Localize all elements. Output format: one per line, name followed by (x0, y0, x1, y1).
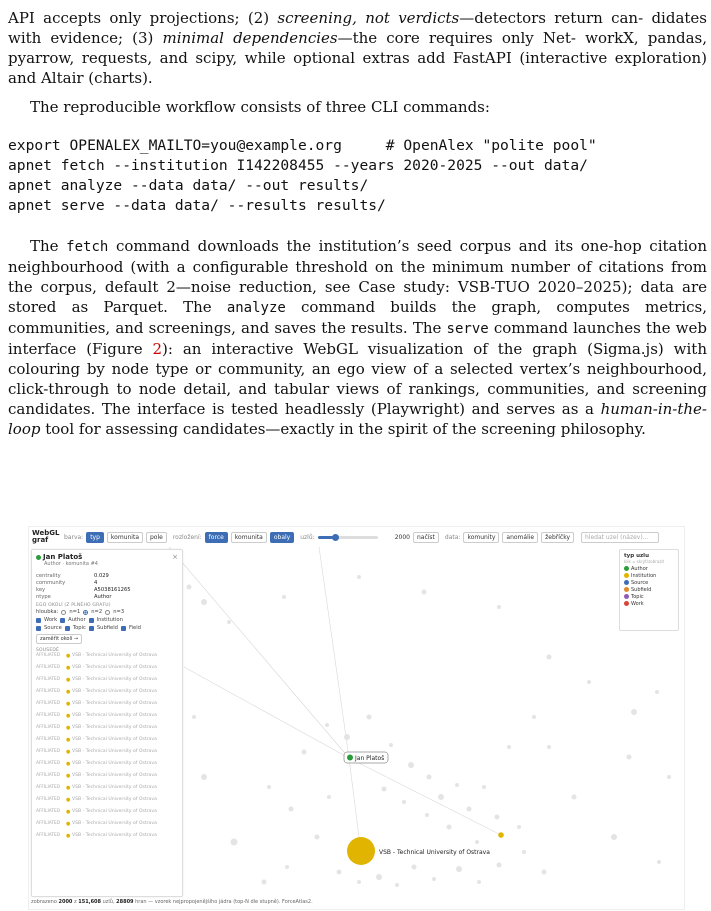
node[interactable] (532, 715, 536, 719)
prop-key: centrality (36, 573, 61, 579)
text: command launches the web interface (Figure (8, 319, 707, 358)
slider-fill (318, 536, 334, 539)
node[interactable] (657, 860, 661, 864)
legend-dot-icon (624, 573, 629, 578)
neighbor-item[interactable] (32, 821, 182, 833)
node[interactable] (325, 723, 329, 727)
node[interactable] (344, 734, 350, 740)
figure-webgl-graph-screenshot (28, 526, 685, 910)
neighbor-name: VSB - Technical University of Ostrava (72, 833, 157, 838)
code-line-2: apnet fetch --institution I142208455 --years 2020-2025 --out data/ (8, 157, 588, 174)
highlighted-nodes (344, 752, 504, 865)
neighbor-name: VSB - Technical University of Ostrava (72, 809, 157, 814)
prop-value: 0.029 (94, 573, 109, 579)
edge (319, 547, 349, 758)
neighbor-name: VSB - Technical University of Ostrava (72, 749, 157, 754)
status-footer (31, 899, 313, 905)
neighbor-item[interactable] (32, 833, 182, 845)
text: command builds the graph, computes metrics, communities, and screenings, and saves the results. The (8, 298, 707, 337)
legend-label: Subfield (631, 586, 652, 593)
footer-edge-count: 28809 (116, 899, 134, 905)
neighbor-name: VSB - Technical University of Ostrava (72, 761, 157, 766)
legend-label: Topic (631, 593, 644, 600)
legend-item[interactable] (624, 600, 674, 607)
node-search-input[interactable]: hledat uzel (název)... (581, 532, 659, 543)
node[interactable] (389, 743, 393, 747)
layout-community-button[interactable]: komunita (231, 532, 267, 543)
institution-dot-icon: ● (66, 677, 71, 683)
checkbox-label: Source (44, 625, 62, 631)
node[interactable] (357, 575, 361, 579)
node[interactable] (227, 620, 231, 624)
legend-label: Author (631, 565, 648, 572)
type-filter-row (32, 616, 182, 624)
prop-value: 4 (94, 580, 98, 586)
rankings-button[interactable]: žebříčky (541, 532, 574, 543)
neighbor-item[interactable] (32, 797, 182, 809)
field-checkbox[interactable] (121, 626, 126, 631)
neighbor-name: VSB - Technical University of Ostrava (72, 701, 157, 706)
node[interactable] (262, 880, 267, 885)
depth-radio-1[interactable] (61, 610, 66, 615)
node[interactable] (337, 870, 342, 875)
text: command downloads the institution’s seed corpus and its one-hop citation neighbourhood (with a configurable threshold on the minimum number of citations from the corpus, default 2—noise reduction, see Case study: VSB-TUO 2020–2025); data are stored as Parquet. The (8, 237, 707, 316)
node[interactable] (289, 807, 294, 812)
node[interactable] (367, 715, 372, 720)
depth-label: hloubka: (36, 609, 59, 615)
neighbor-item[interactable] (32, 785, 182, 797)
node[interactable] (477, 880, 481, 884)
paragraph-commands (8, 236, 707, 439)
paragraph-design-principles (8, 8, 707, 88)
toolbar (29, 527, 684, 547)
neighbor-relation: AFFILIATED (36, 725, 61, 730)
checkbox-label: Author (68, 617, 86, 623)
footer-text: z (72, 899, 79, 905)
institution-dot-icon: ● (66, 737, 71, 743)
node-name: Jan Platoš (43, 553, 83, 561)
legend-item[interactable] (624, 586, 674, 593)
neighbor-relation: AFFILIATED (36, 833, 61, 838)
node[interactable] (517, 825, 521, 829)
node[interactable] (627, 755, 632, 760)
checkbox-label: Subfield (96, 625, 118, 631)
type-filter-row (32, 624, 182, 632)
neighbor-name: VSB - Technical University of Ostrava (72, 689, 157, 694)
node-institution[interactable] (498, 832, 504, 838)
neighbor-name: VSB - Technical University of Ostrava (72, 797, 157, 802)
prop-key: ntype (36, 594, 51, 600)
slider-handle[interactable] (332, 534, 339, 541)
data-label: data: (444, 533, 461, 541)
node-count-slider[interactable] (318, 536, 378, 539)
node[interactable] (655, 690, 659, 694)
neighbor-item[interactable] (32, 665, 182, 677)
layout-label: rozložení: (172, 533, 202, 541)
institution-dot-icon: ● (66, 749, 71, 755)
edge (169, 547, 349, 758)
legend-label: Institution (631, 572, 657, 579)
node[interactable] (201, 599, 207, 605)
node-detail-panel (31, 549, 183, 897)
node[interactable] (542, 870, 547, 875)
legend-subtitle: klik = skrýt/zobrazit (624, 559, 665, 564)
neighbor-relation: AFFILIATED (36, 773, 61, 778)
node[interactable] (425, 813, 429, 817)
work-checkbox[interactable] (36, 618, 41, 623)
neighbors-section-title: SOUSEDÉ (36, 648, 60, 653)
node[interactable] (467, 807, 472, 812)
node-label-vsb: VSB - Technical University of Ostrava (379, 849, 490, 856)
neighbor-relation: AFFILIATED (36, 797, 61, 802)
institution-dot-icon: ● (66, 809, 71, 815)
depth-option-label: n=1 (69, 609, 81, 615)
code-line-3: apnet analyze --data data/ --out results/ (8, 177, 369, 194)
load-button[interactable]: načíst (413, 532, 439, 543)
node[interactable] (438, 794, 444, 800)
checkbox-label: Work (44, 617, 58, 623)
node[interactable] (422, 590, 427, 595)
institution-dot-icon: ● (66, 821, 71, 827)
color-label: barva: (64, 533, 84, 541)
neighbor-relation: AFFILIATED (36, 665, 61, 670)
depth-option-label: n=2 (91, 609, 103, 615)
node[interactable] (231, 839, 238, 846)
node-vsb[interactable] (347, 837, 375, 865)
prop-row (32, 587, 182, 594)
text: —detectors return can- (459, 9, 644, 27)
node[interactable] (315, 835, 320, 840)
legend-items (624, 565, 674, 607)
panel-subtitle: Author · komunita #4 (44, 561, 98, 567)
footer-total-count: 151,608 (78, 899, 102, 905)
institution-dot-icon: ● (66, 797, 71, 803)
institution-dot-icon: ● (66, 653, 71, 659)
checkbox-label: Field (128, 625, 141, 631)
node[interactable] (327, 795, 331, 799)
node[interactable] (447, 825, 452, 830)
node[interactable] (547, 745, 551, 749)
inline-code-fetch: fetch (66, 239, 109, 255)
node[interactable] (267, 785, 271, 789)
code-line-1: export OPENALEX_MAILTO=you@example.org # OpenAlex "polite pool" (8, 137, 597, 154)
institution-dot-icon: ● (66, 785, 71, 791)
node-label-jan: Jan Platoš (355, 755, 385, 762)
node[interactable] (497, 863, 502, 868)
depth-selector (32, 608, 182, 616)
prop-row (32, 594, 182, 601)
institution-dot-icon: ● (66, 713, 71, 719)
neighbor-relation: AFFILIATED (36, 761, 61, 766)
neighbor-name: VSB - Technical University of Ostrava (72, 653, 157, 658)
depth-option-label: n=3 (113, 609, 125, 615)
institution-dot-icon: ● (66, 725, 71, 731)
prop-value: A5038161265 (94, 587, 131, 593)
neighbor-item[interactable] (32, 725, 182, 737)
neighbor-relation: AFFILIATED (36, 809, 61, 814)
neighbor-relation: AFFILIATED (36, 677, 61, 682)
prop-row (32, 580, 182, 587)
ego-section-title: EGO OKOLÍ (Z PLNÉHO GRAFU) (36, 603, 111, 608)
node[interactable] (455, 783, 459, 787)
neighbor-name: VSB - Technical University of Ostrava (72, 821, 157, 826)
neighbor-name: VSB - Technical University of Ostrava (72, 725, 157, 730)
footer-text: uzlů, (101, 899, 117, 905)
node[interactable] (572, 795, 577, 800)
institution-dot-icon: ● (66, 689, 71, 695)
neighbor-relation: AFFILIATED (36, 701, 61, 706)
legend-dot-icon (624, 566, 629, 571)
panel-header (32, 550, 182, 567)
legend-dot-icon (624, 580, 629, 585)
emphasis: human-in-the-loop (8, 400, 707, 438)
text: —the core requires only Net- (337, 29, 576, 47)
focus-neighbourhood-button[interactable]: zaměřit okolí → (36, 634, 82, 644)
node[interactable] (412, 865, 417, 870)
text: API accepts only projections; (2) (8, 9, 278, 27)
node-type-legend (619, 549, 679, 631)
footer-text: hran — vzorek nejpropojenějšího jádra (top-N dle stupně). ForceAtlas2. (133, 899, 313, 905)
node[interactable] (382, 787, 387, 792)
node[interactable] (282, 595, 286, 599)
communities-button[interactable]: komunity (463, 532, 499, 543)
institution-dot-icon: ● (66, 833, 71, 839)
figure-reference-link[interactable]: 2 (152, 340, 163, 358)
legend-item[interactable] (624, 593, 674, 600)
node[interactable] (201, 774, 207, 780)
edge (349, 758, 501, 835)
neighbor-relation: AFFILIATED (36, 653, 61, 658)
neighbor-item[interactable] (32, 677, 182, 689)
background-nodes (187, 572, 672, 887)
app-title: WebGL graf (32, 529, 60, 544)
checkbox-label: Topic (72, 625, 86, 631)
neighbor-item[interactable] (32, 809, 182, 821)
text: ): an interactive WebGL visualization of the graph (Sigma.js) with colouring by node type or community, an ego view of a selected vertex’s neighbourhood, click-through to node detail, and tabular views of rankings, communities, and screening candidates. The interface is tested headlessly (Playwright) and serves as a (8, 340, 707, 418)
neighbors-list (32, 653, 182, 845)
neighbor-item[interactable] (32, 737, 182, 749)
emphasis: minimal dependencies (162, 29, 338, 47)
node[interactable] (522, 850, 526, 854)
node[interactable] (285, 865, 289, 869)
legend-dot-icon (624, 594, 629, 599)
text: tool for assessing candidates—exactly in the spirit of the screening philosophy. (40, 420, 646, 438)
inline-code-serve: serve (446, 321, 489, 337)
node[interactable] (192, 715, 196, 719)
neighbor-name: VSB - Technical University of Ostrava (72, 677, 157, 682)
anomalies-button[interactable]: anomálie (502, 532, 538, 543)
legend-item[interactable] (624, 572, 674, 579)
prop-key: key (36, 587, 46, 593)
edges (169, 547, 501, 853)
neighbor-item[interactable] (32, 701, 182, 713)
depth-radio-2[interactable] (83, 610, 88, 615)
layout-force-button[interactable]: force (205, 532, 228, 543)
neighbor-name: VSB - Technical University of Ostrava (72, 785, 157, 790)
node[interactable] (408, 762, 414, 768)
prop-value: Author (94, 594, 112, 600)
institution-dot-icon: ● (66, 701, 71, 707)
institution-checkbox[interactable] (89, 618, 94, 623)
emphasis: screening, not verdicts (277, 9, 460, 27)
neighbor-relation: AFFILIATED (36, 749, 61, 754)
depth-radio-3[interactable] (105, 610, 110, 615)
node[interactable] (611, 834, 617, 840)
node-jan-platos[interactable] (347, 755, 353, 761)
neighbor-relation: AFFILIATED (36, 821, 61, 826)
topic-checkbox[interactable] (65, 626, 70, 631)
legend-dot-icon (624, 587, 629, 592)
node[interactable] (395, 883, 399, 887)
legend-item[interactable] (624, 565, 674, 572)
node[interactable] (357, 880, 361, 884)
text: didates with evidence; (3) (8, 9, 707, 47)
author-dot-icon (36, 555, 41, 560)
neighbor-item[interactable] (32, 773, 182, 785)
node[interactable] (495, 815, 500, 820)
source-checkbox[interactable] (36, 626, 41, 631)
node[interactable] (547, 655, 552, 660)
nodes-label: uzlů: (300, 533, 315, 541)
node[interactable] (631, 709, 637, 715)
panel-node-name (36, 553, 178, 561)
node[interactable] (587, 680, 591, 684)
neighbor-item[interactable] (32, 761, 182, 773)
node[interactable] (187, 585, 192, 590)
institution-dot-icon: ● (66, 773, 71, 779)
neighbor-item[interactable] (32, 713, 182, 725)
neighbor-relation: AFFILIATED (36, 785, 61, 790)
legend-dot-icon (624, 601, 629, 606)
node[interactable] (376, 874, 382, 880)
institution-dot-icon: ● (66, 761, 71, 767)
paragraph-workflow-intro: The reproducible workflow consists of three CLI commands: (30, 98, 490, 116)
inline-code-analyze: analyze (226, 300, 286, 316)
author-checkbox[interactable] (60, 618, 65, 623)
subfield-checkbox[interactable] (89, 626, 94, 631)
node[interactable] (402, 800, 406, 804)
node[interactable] (667, 775, 671, 779)
node[interactable] (482, 785, 486, 789)
footer-text: zobrazeno (31, 899, 59, 905)
color-type-button[interactable]: typ (86, 532, 104, 543)
node[interactable] (427, 775, 432, 780)
legend-item[interactable] (624, 579, 674, 586)
footer-shown-count: 2000 (58, 899, 73, 905)
node[interactable] (475, 840, 479, 844)
checkbox-label: Institution (96, 617, 123, 623)
neighbor-item[interactable] (32, 749, 182, 761)
text: The (30, 237, 67, 255)
institution-dot-icon: ● (66, 665, 71, 671)
neighbor-name: VSB - Technical University of Ostrava (72, 773, 157, 778)
node[interactable] (497, 605, 501, 609)
close-icon[interactable]: × (172, 553, 178, 561)
color-community-button[interactable]: komunita (107, 532, 143, 543)
node[interactable] (302, 750, 307, 755)
color-field-button[interactable]: pole (146, 532, 167, 543)
neighbor-relation: AFFILIATED (36, 737, 61, 742)
node[interactable] (507, 745, 511, 749)
prop-key: community (36, 580, 66, 586)
neighbor-item[interactable] (32, 689, 182, 701)
edge (184, 667, 349, 758)
node[interactable] (456, 866, 462, 872)
slider-value: 2000 (394, 533, 410, 541)
neighbor-name: VSB - Technical University of Ostrava (72, 665, 157, 670)
prop-row (32, 573, 182, 580)
legend-label: Work (631, 600, 644, 607)
legend-label: Source (631, 579, 649, 586)
neighbor-name: VSB - Technical University of Ostrava (72, 713, 157, 718)
neighbor-relation: AFFILIATED (36, 713, 61, 718)
text: workX, pandas, pyarrow, requests, and scipy, while optional extras add FastAPI (8, 29, 708, 67)
hulls-button[interactable]: obaly (270, 532, 294, 543)
neighbor-item[interactable] (32, 653, 182, 665)
neighbor-name: VSB - Technical University of Ostrava (72, 737, 157, 742)
code-line-4: apnet serve --data data/ --results results/ (8, 197, 386, 214)
text: (interactive exploration) and Altair (charts). (8, 49, 707, 87)
node[interactable] (432, 877, 436, 881)
legend-title: typ uzlu (624, 553, 649, 559)
neighbor-relation: AFFILIATED (36, 689, 61, 694)
